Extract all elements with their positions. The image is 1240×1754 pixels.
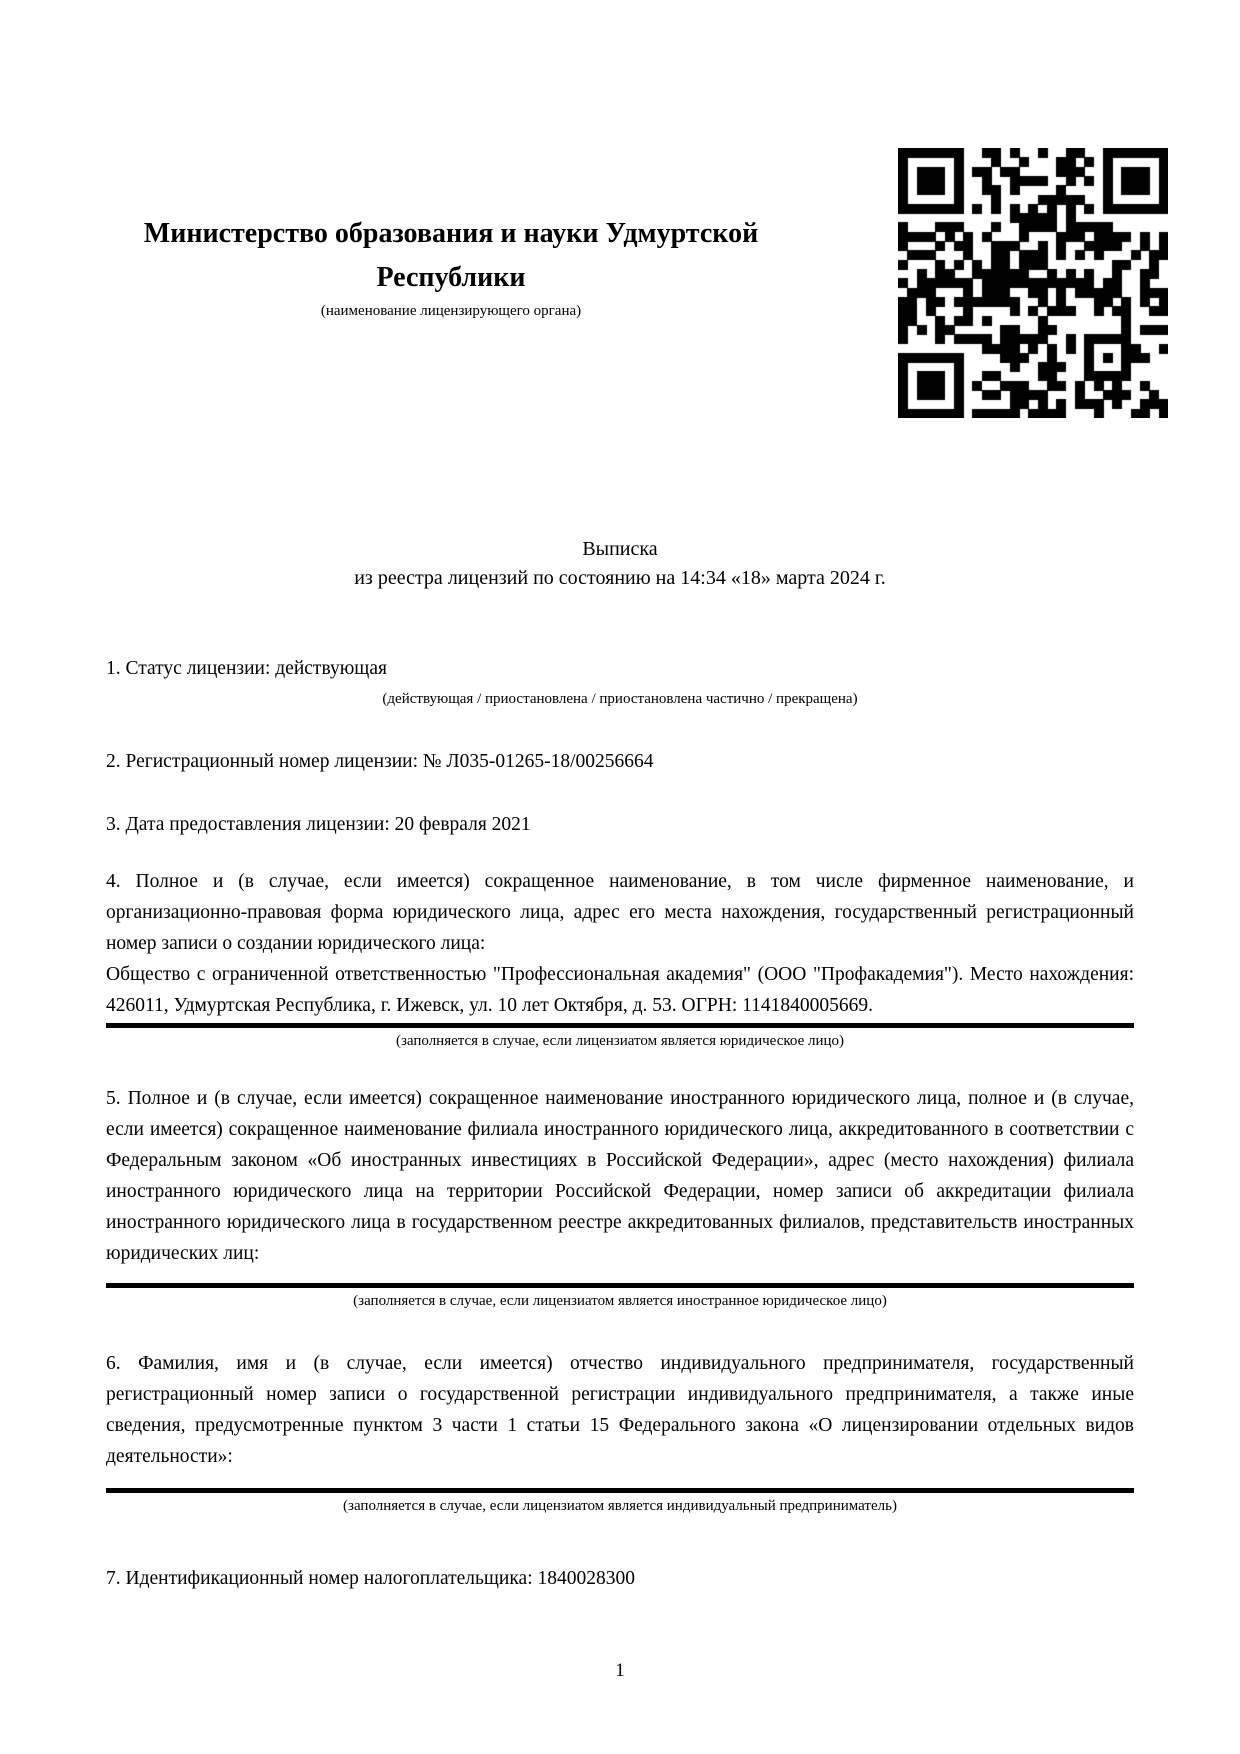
item-individual-entrepreneur	[106, 1348, 1134, 1515]
license-status-text: 1. Статус лицензии: действующая	[106, 658, 387, 679]
document-title-line1: Выписка	[582, 538, 658, 560]
item-registration-number: 2. Регистрационный номер лицензии: № Л035-01265-18/00256664	[106, 751, 654, 772]
individual-entrepreneur-label: 6. Фамилия, имя и (в случае, если имеется) отчество индивидуального предпринимателя, государственный регистрационный номер записи о государственной регистрации индивидуального предпринимателя, а также иные сведения, предусмотренные пунктом 3 части 1 статьи 15 Федерального закона «О лицензировании отдельных видов деятельности»:	[106, 1353, 1134, 1467]
item-foreign-entity	[106, 1083, 1134, 1310]
individual-entrepreneur-blank-line	[106, 1472, 1134, 1493]
foreign-entity-label: 5. Полное и (в случае, если имеется) сокращенное наименование иностранного юридического лица, полное и (в случае, если имеется) сокращенное наименование филиала иностранного юридического лица, аккредитованного в соответствии с Федеральным законом «Об иностранных инвестициях в Российской Федерации», адрес (место нахождения) филиала иностранного юридического лица на территории Российской Федерации, номер записи об аккредитации филиала иностранного юридического лица в государственном реестре аккредитованных филиалов, представительств иностранных юридических лиц:	[106, 1088, 1134, 1264]
foreign-entity-blank-line	[106, 1269, 1134, 1288]
legal-entity-label: 4. Полное и (в случае, если имеется) сокращенное наименование, в том числе фирменное наименование, и организационно-правовая форма юридического лица, адрес его места нахождения, государственный регистрационный номер записи о создании юридического лица:	[106, 871, 1134, 954]
item-grant-date: 3. Дата предоставления лицензии: 20 февраля 2021	[106, 814, 531, 835]
individual-entrepreneur-caption: (заполняется в случае, если лицензиатом является индивидуальный предприниматель)	[343, 1498, 897, 1514]
page-number: 1	[615, 1660, 625, 1681]
item-legal-entity	[106, 866, 1134, 1050]
legal-entity-caption: (заполняется в случае, если лицензиатом является юридическое лицо)	[395, 1033, 845, 1049]
item-license-status	[106, 655, 1134, 708]
qr-code-icon	[898, 148, 1168, 418]
license-status-caption: (действующая / приостановлена / приостановлена частично / прекращена)	[382, 691, 858, 707]
item-taxpayer-id: 7. Идентификационный номер налогоплательщика: 1840028300	[106, 1568, 635, 1589]
licensing-authority-caption: (наименование лицензирующего органа)	[320, 303, 582, 319]
legal-entity-value: Общество с ограниченной ответственностью "Профессиональная академия" (ООО "Профакадемия"). Место нахождения: 426011, Удмуртская Республика, г. Ижевск, ул. 10 лет Октября, д. 53. ОГРН: 1141840005669.	[106, 959, 1134, 1028]
document-header	[106, 0, 796, 320]
qr-code-canvas	[898, 148, 1168, 418]
licensing-authority-name: Министерство образования и науки Удмуртской Республики	[143, 218, 759, 293]
document-title-line2: из реестра лицензий по состоянию на 14:34 «18» марта 2024 г.	[354, 567, 886, 589]
foreign-entity-caption: (заполняется в случае, если лицензиатом является иностранное юридическое лицо)	[353, 1293, 887, 1309]
document-title	[106, 535, 1134, 593]
